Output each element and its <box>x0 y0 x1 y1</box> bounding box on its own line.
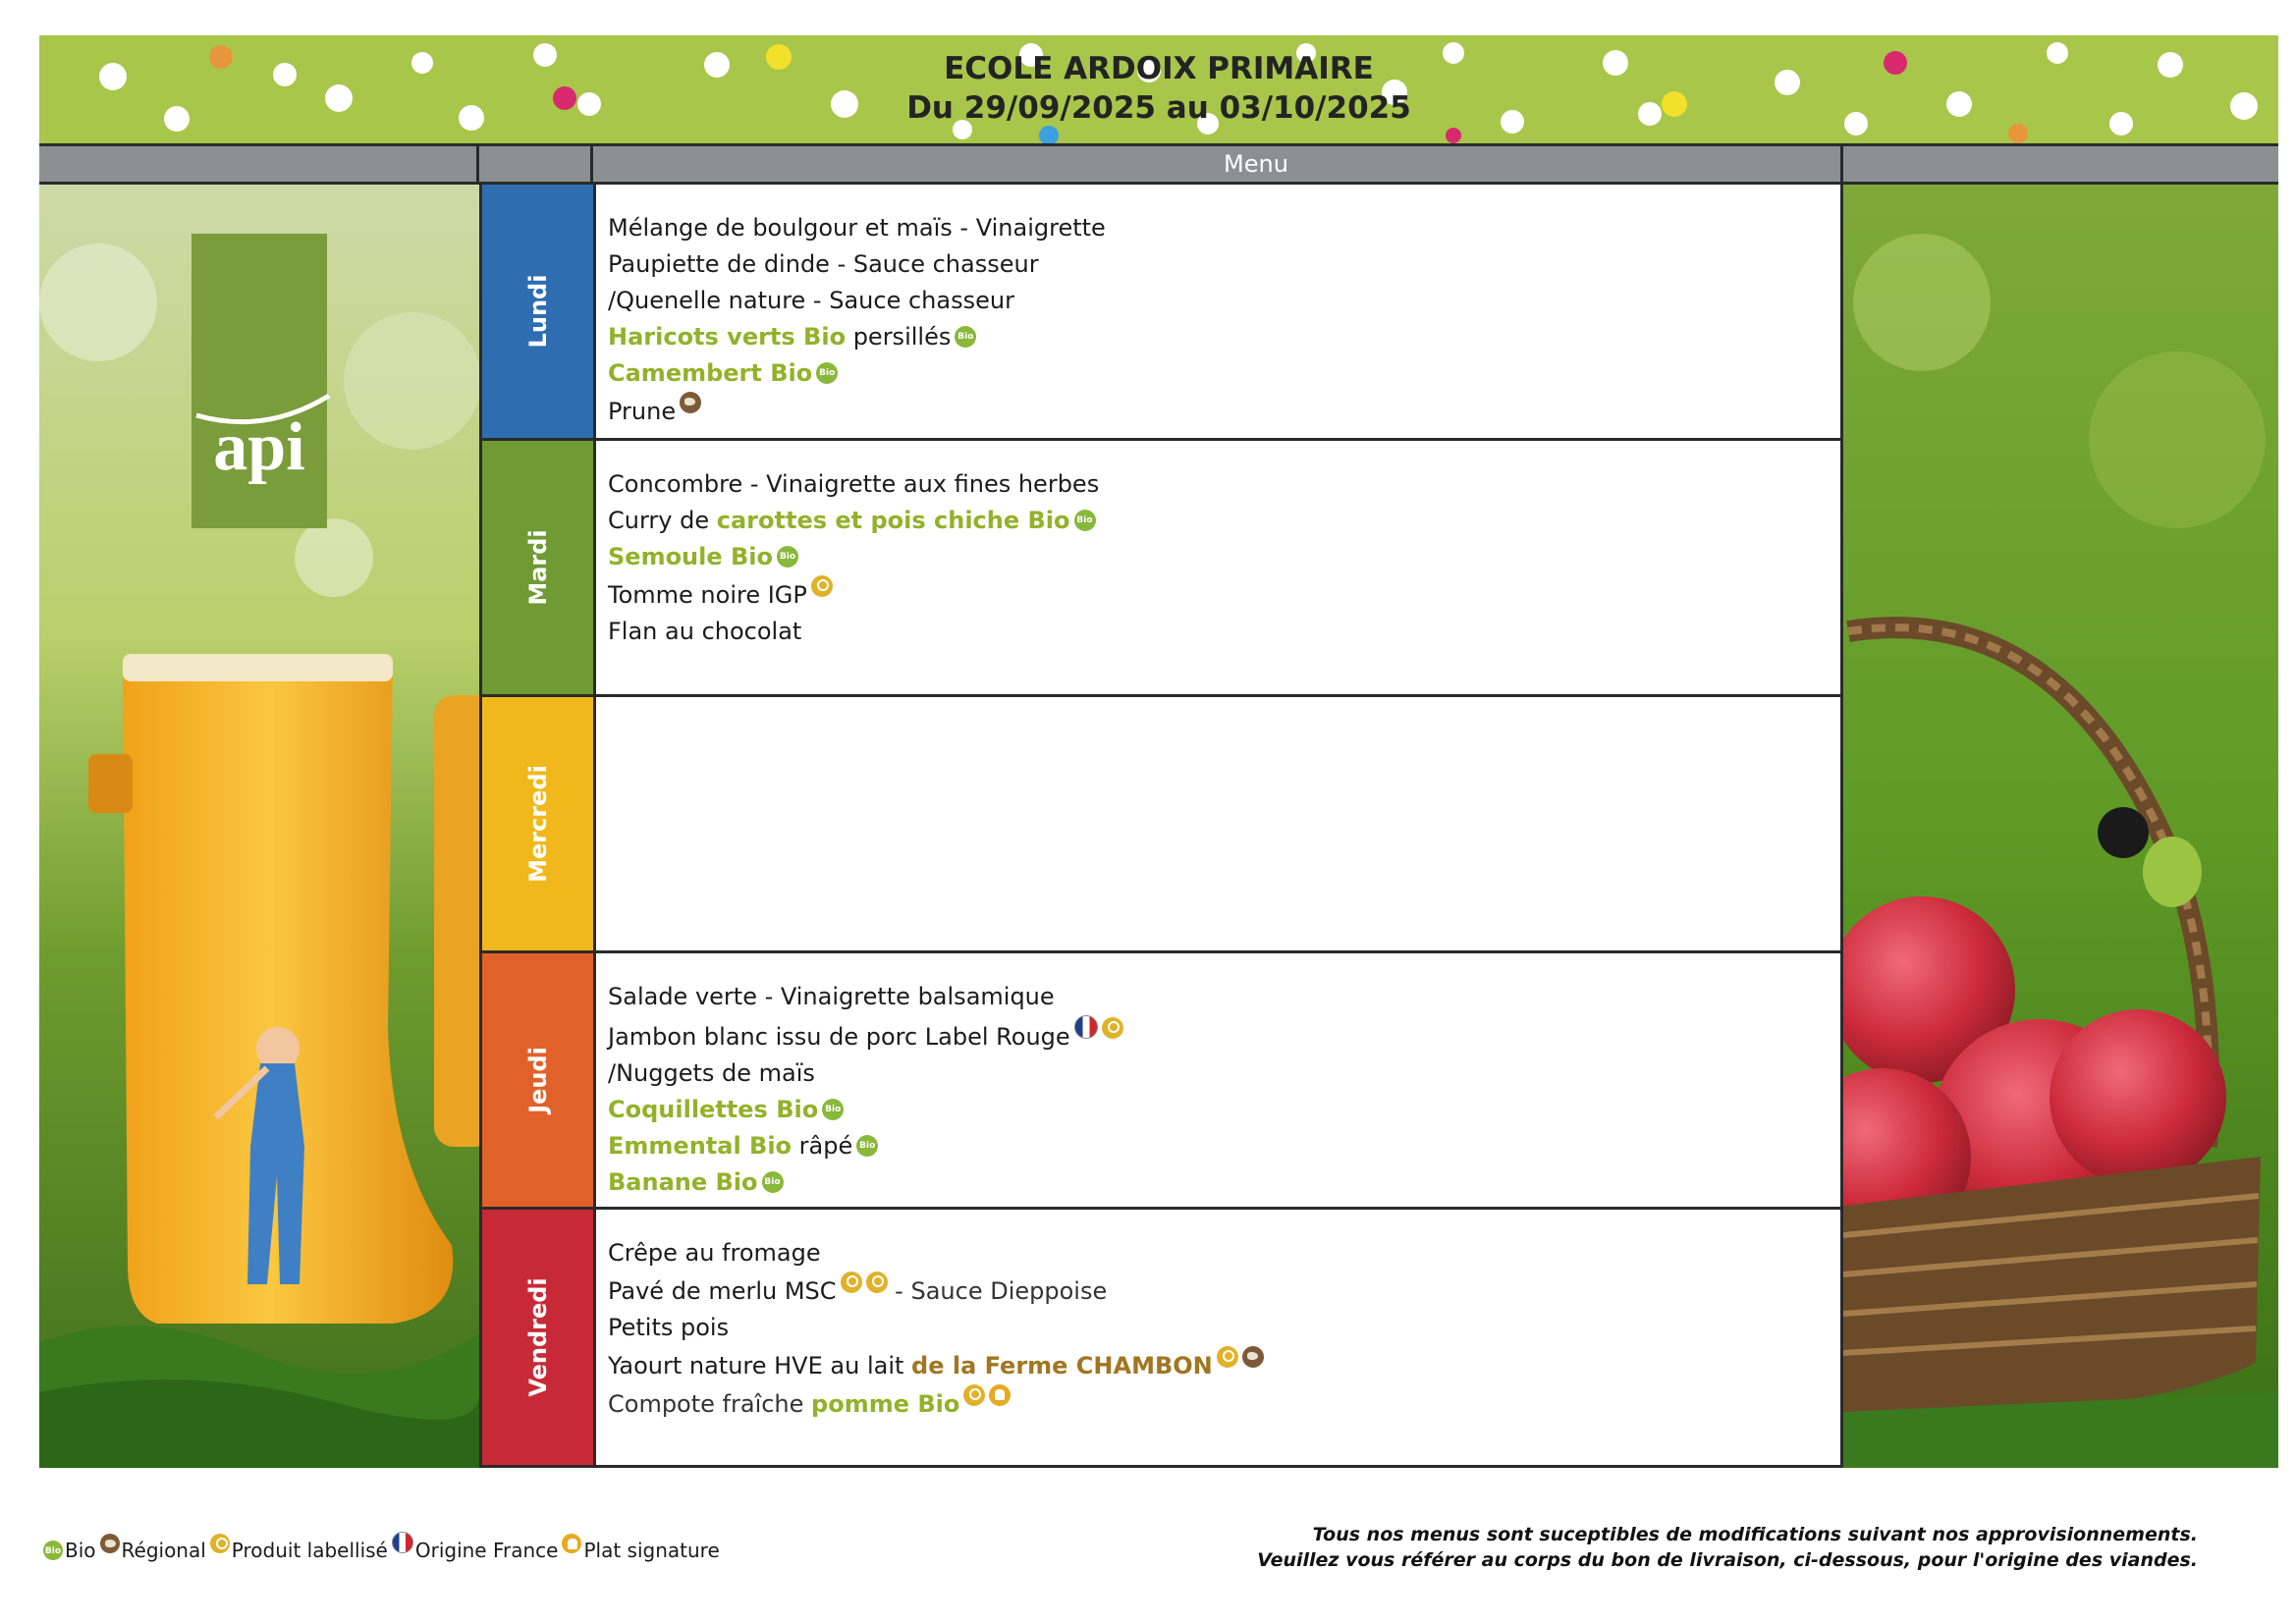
apple-basket-illustration <box>1843 185 2278 1468</box>
dish-text: /Nuggets de maïs <box>608 1059 815 1087</box>
dish-item <box>608 1128 1831 1164</box>
dish-item <box>608 319 1831 355</box>
dish-text: Coquillettes Bio <box>608 1096 819 1123</box>
dish-text: Tomme noire IGP <box>608 581 807 609</box>
dish-item <box>608 1310 1831 1346</box>
day-row-jeudi <box>482 953 1840 1210</box>
label-icon <box>811 575 833 597</box>
dish-text: Curry de <box>608 507 717 534</box>
day-cell <box>482 697 596 950</box>
dish-text: Mélange de boulgour et maïs - Vinaigrette <box>608 214 1106 242</box>
day-label: Jeudi <box>523 1047 552 1113</box>
dish-text: Emmental Bio <box>608 1132 793 1160</box>
day-row-vendredi <box>482 1210 1840 1468</box>
bio-icon <box>822 1099 844 1120</box>
menu-column-header: Menu <box>1224 150 1288 178</box>
day-label: Vendredi <box>523 1277 552 1397</box>
dish-item <box>608 575 1831 614</box>
dish-item <box>608 1015 1831 1055</box>
banner-title <box>39 49 2278 128</box>
legend-item <box>210 1534 388 1562</box>
dish-item <box>608 283 1831 319</box>
left-decorative-photo <box>39 185 479 1468</box>
label-icon <box>1102 1017 1123 1039</box>
dish-item <box>608 1271 1831 1310</box>
dish-text: Paupiette de dinde - Sauce chasseur <box>608 250 1039 278</box>
api-logo-text: api <box>213 409 305 485</box>
dish-text: Banane Bio <box>608 1168 758 1196</box>
bio-icon <box>1074 510 1096 531</box>
day-cell <box>482 1210 596 1465</box>
column-separator <box>590 146 593 182</box>
dish-text: Haricots verts Bio <box>608 323 847 351</box>
boot-illustration <box>39 185 479 1468</box>
day-label: Lundi <box>523 274 552 349</box>
dish-item <box>608 1164 1831 1201</box>
dish-text: Jambon blanc issu de porc Label Rouge <box>608 1023 1070 1051</box>
dish-item <box>608 979 1831 1015</box>
day-row-lundi <box>482 185 1840 441</box>
day-row-mercredi <box>482 697 1840 953</box>
regional-icon <box>1242 1346 1264 1368</box>
bio-icon <box>856 1135 878 1157</box>
bio-icon <box>955 326 976 348</box>
dish-text: Petits pois <box>608 1314 730 1341</box>
dish-text: Semoule Bio <box>608 543 774 570</box>
dish-list <box>608 210 1831 430</box>
label-icon <box>866 1271 888 1293</box>
day-cell <box>482 185 596 438</box>
dish-text: Prune <box>608 398 677 425</box>
bio-icon <box>43 1541 63 1560</box>
dish-text: pomme Bio <box>811 1390 960 1418</box>
dish-text: Yaourt nature HVE au lait <box>608 1352 912 1380</box>
dish-text: râpé <box>792 1132 853 1160</box>
menu-table <box>479 185 1843 1468</box>
notice-line-1: Tous nos menus sont suceptibles de modifications suivant nos approvisionnements. <box>1312 1524 2198 1545</box>
dish-text: carottes et pois chiche Bio <box>716 507 1070 534</box>
table-header-bar <box>39 143 2278 185</box>
dish-item <box>608 466 1831 503</box>
legend-item <box>392 1532 559 1562</box>
dish-text: Crêpe au fromage <box>608 1239 821 1267</box>
label-icon <box>210 1534 230 1553</box>
day-row-mardi <box>482 441 1840 697</box>
menu-period: Du 29/09/2025 au 03/10/2025 <box>906 90 1411 126</box>
dish-item <box>608 392 1831 430</box>
day-cell <box>482 441 596 694</box>
dish-item <box>608 1092 1831 1128</box>
day-label: Mercredi <box>523 765 552 883</box>
label-icon <box>1217 1346 1238 1368</box>
day-label: Mardi <box>523 529 552 606</box>
day-cell <box>482 953 596 1207</box>
bio-icon <box>816 362 838 384</box>
legend-item <box>562 1534 719 1562</box>
legend-item <box>100 1534 206 1562</box>
regional-icon <box>680 392 701 413</box>
france-icon <box>392 1532 413 1553</box>
legend-label: Plat signature <box>583 1539 720 1562</box>
dish-text: Salade verte - Vinaigrette balsamique <box>608 983 1055 1010</box>
school-name: ECOLE ARDOIX PRIMAIRE <box>944 51 1374 86</box>
legend-label: Régional <box>121 1539 206 1562</box>
dish-text: Compote fraîche <box>608 1390 812 1418</box>
dish-text: persillés <box>846 323 952 351</box>
right-decorative-photo <box>1843 185 2278 1468</box>
dish-item <box>608 539 1831 575</box>
legend-label: Produit labellisé <box>231 1539 388 1562</box>
france-icon <box>1074 1015 1098 1039</box>
legend-label: Origine France <box>414 1539 559 1562</box>
footer-notice <box>1118 1522 2198 1573</box>
signature-icon <box>562 1534 581 1553</box>
dish-item <box>608 1055 1831 1092</box>
bio-icon <box>777 546 798 568</box>
legend-item <box>43 1539 96 1562</box>
dish-list <box>608 1235 1831 1423</box>
dish-text: Flan au chocolat <box>608 618 802 645</box>
label-icon <box>963 1384 985 1406</box>
regional-icon <box>100 1534 120 1553</box>
notice-line-2: Veuillez vous référer au corps du bon de livraison, ci-dessous, pour l'origine des viandes. <box>1257 1549 2198 1571</box>
dish-item <box>608 503 1831 539</box>
legend-label: Bio <box>65 1539 96 1562</box>
dish-item <box>608 614 1831 650</box>
icon-legend <box>43 1532 724 1562</box>
dish-text: Concombre - Vinaigrette aux fines herbes <box>608 470 1100 498</box>
dish-text: Camembert Bio <box>608 359 813 387</box>
signature-icon <box>989 1384 1011 1406</box>
dish-item <box>608 1384 1831 1423</box>
header-banner <box>39 35 2278 143</box>
label-icon <box>841 1271 862 1293</box>
dish-item <box>608 355 1831 392</box>
dish-text: Pavé de merlu MSC <box>608 1277 837 1305</box>
dish-list <box>608 979 1831 1201</box>
dish-item <box>608 210 1831 246</box>
column-separator <box>476 146 479 182</box>
dish-item <box>608 1235 1831 1271</box>
bio-icon <box>762 1171 784 1193</box>
dish-item <box>608 1346 1831 1384</box>
dish-suffix: - Sauce Dieppoise <box>887 1277 1108 1305</box>
dish-text: de la Ferme CHAMBON <box>911 1352 1213 1380</box>
dish-list <box>608 466 1831 650</box>
dish-item <box>608 246 1831 283</box>
dish-text: /Quenelle nature - Sauce chasseur <box>608 287 1014 314</box>
